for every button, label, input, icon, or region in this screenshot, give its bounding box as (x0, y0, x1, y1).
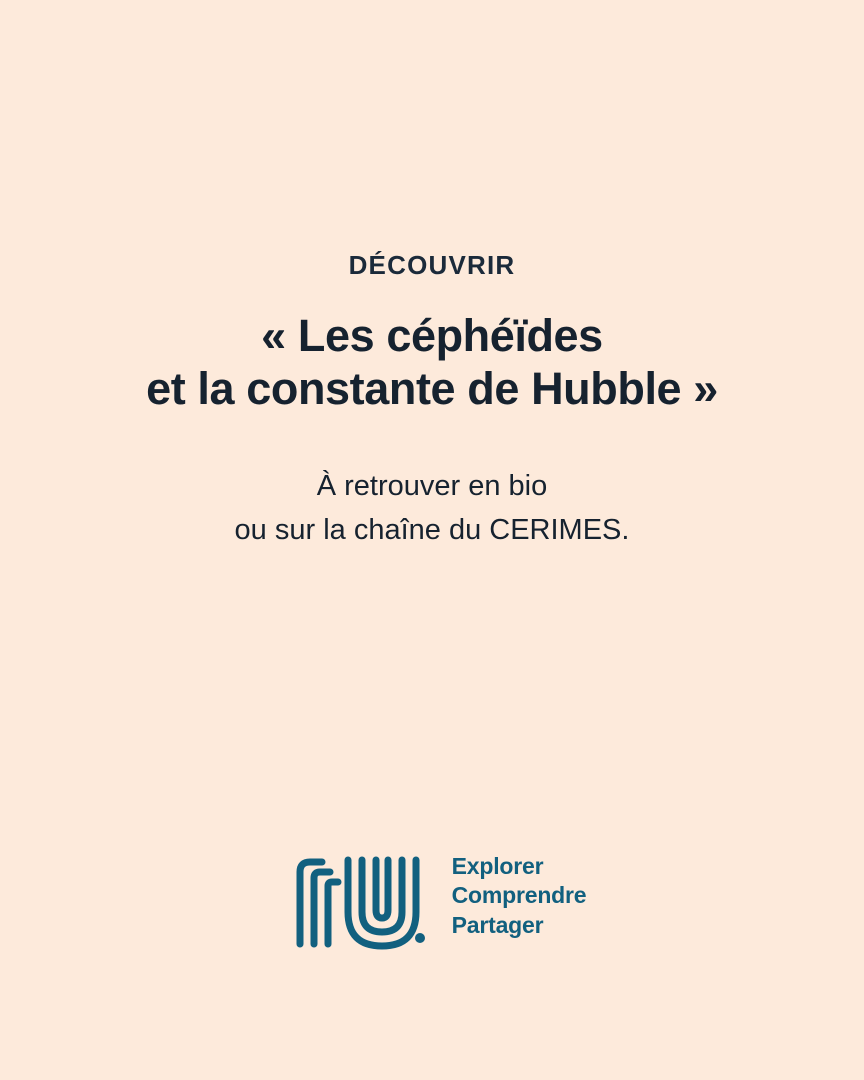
logo-tagline (452, 852, 587, 940)
canal-u-logo (278, 826, 587, 966)
eyebrow-label: DÉCOUVRIR (348, 250, 516, 280)
subtitle-line-1: À retrouver en bio (316, 470, 548, 503)
logo-area (0, 826, 864, 966)
logo-tagline-line-1: Explorer (451, 852, 544, 879)
subtitle-text (235, 465, 630, 552)
page-title (146, 309, 718, 415)
logo-tagline-line-3: Partager (451, 911, 544, 938)
logo-dot-icon (415, 933, 425, 943)
logo-tagline-line-2: Comprendre (451, 882, 587, 909)
page-title-line-1: « Les céphéïdes (261, 310, 603, 362)
subtitle-line-2: ou sur la chaîne du CERIMES. (234, 513, 630, 546)
page-title-line-2: et la constante de Hubble » (146, 363, 718, 415)
canal-u-logo-icon (278, 826, 438, 966)
